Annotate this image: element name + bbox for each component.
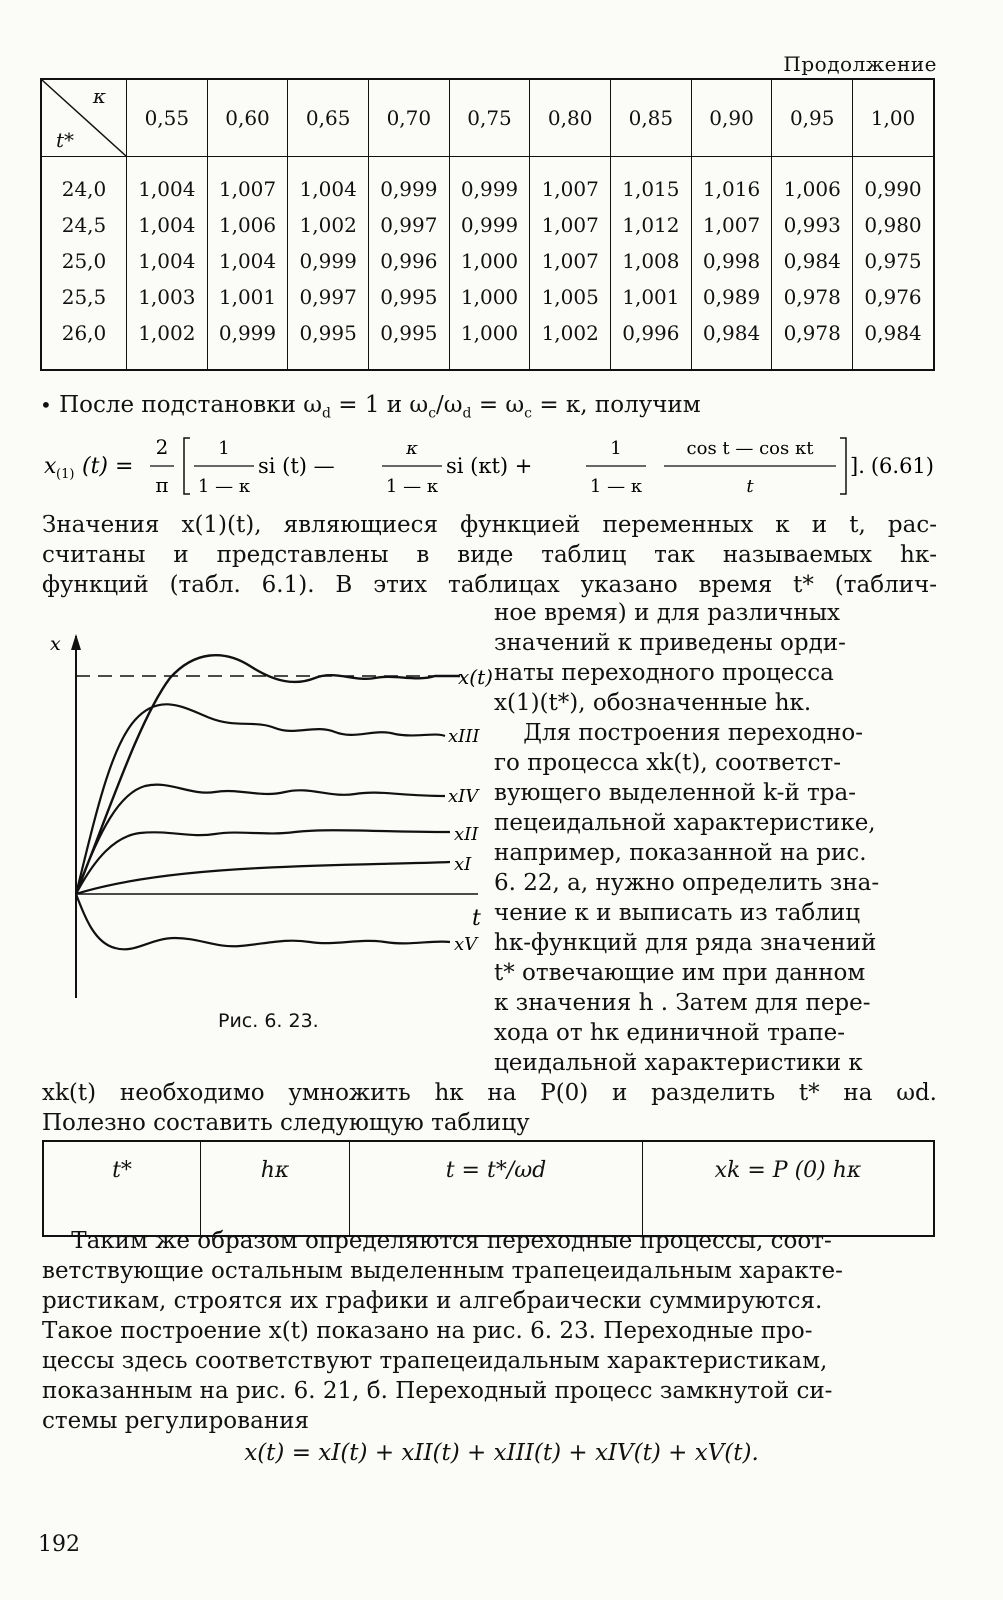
table-cell: 1,002 [288, 207, 369, 243]
right-column-line: наты переходного процесса [494, 660, 834, 686]
formula-f2-den: 1 — κ [385, 476, 439, 497]
table-cell: 0,990 [853, 157, 934, 208]
formula-lhs-sub: (1) [56, 467, 75, 482]
table-cell: 1,004 [127, 157, 208, 208]
label-x-t: x(t) [458, 665, 493, 689]
table-cell: 0,975 [853, 243, 934, 279]
right-column-line: хода от hκ единичной трапе- [494, 1020, 846, 1046]
table-cell: 0,995 [369, 279, 450, 315]
table-cell: 1,004 [207, 243, 288, 279]
row-t-star: 24,0 [41, 157, 127, 208]
figure-6-23 [40, 628, 493, 1008]
table-cell: 1,015 [611, 157, 692, 208]
table-cell: 0,997 [288, 279, 369, 315]
axis-x-label: x [50, 633, 61, 655]
para2-line2: считаны и представлены в виде таблиц так называемых hκ- [42, 542, 937, 568]
col-h-kappa: hκ [201, 1141, 350, 1236]
table-cell: 1,007 [691, 207, 772, 243]
column-header-kappa: 0,85 [611, 79, 692, 157]
table-cell: 1,007 [530, 157, 611, 208]
para4-line: цессы здесь соответствуют трапецеидальным характеристикам, [42, 1348, 828, 1374]
col-xk: xk = P (0) hκ [643, 1141, 935, 1236]
column-header-kappa: 0,80 [530, 79, 611, 157]
table-cell: 1,002 [530, 315, 611, 370]
label-x-i: xI [454, 854, 472, 875]
transient-curves-plot [40, 628, 493, 1008]
right-column-line: цеидальной характеристики к [494, 1050, 863, 1076]
paragraph-values [42, 510, 937, 600]
right-column-line: например, показанной на рис. [494, 840, 867, 866]
table-cell: 0,989 [691, 279, 772, 315]
formula-term2: si (κt) + [446, 454, 533, 478]
table-cell: 0,999 [288, 243, 369, 279]
continuation-label: Продолжение [783, 52, 937, 76]
data-table-hk [40, 78, 935, 371]
table-cell: 0,998 [691, 243, 772, 279]
curve-x-iii [76, 704, 445, 894]
table-cell: 0,976 [853, 279, 934, 315]
page-number: 192 [38, 1532, 80, 1557]
para4-line: стемы регулирования [42, 1408, 309, 1434]
table-row [41, 315, 934, 370]
table-cell: 0,980 [853, 207, 934, 243]
table-cell: 1,001 [207, 279, 288, 315]
table-cell: 0,999 [207, 315, 288, 370]
table-cell: 0,984 [691, 315, 772, 370]
right-column-line: пецеидальной характеристике, [494, 810, 876, 836]
axis-t-label: t [472, 906, 481, 931]
table-corner-cell [41, 79, 127, 157]
table-cell: 1,006 [207, 207, 288, 243]
right-bracket [840, 438, 846, 494]
right-column-line: Для построения переходно- [494, 720, 864, 746]
table-cell: 0,996 [369, 243, 450, 279]
right-column-line: t* отвечающие им при данном [494, 960, 866, 986]
formula-lhs-arg: (t) = [82, 454, 134, 479]
right-column-line: вующего выделенной k-й тра- [494, 780, 856, 806]
table-row [41, 207, 934, 243]
table-cell: 0,984 [853, 315, 934, 370]
para3-line1: xk(t) необходимо умножить hκ на P(0) и разделить t* на ωd. [42, 1080, 937, 1106]
column-header-kappa: 0,75 [449, 79, 530, 157]
paragraph-substitution: • После подстановки $\omega_d = 1$ и $\omega_c/\omega_d = \omega_c = \kappa$, получим [40, 392, 701, 422]
para3-line2: Полезно составить следующую таблицу [42, 1110, 530, 1136]
para4-line: Таким же образом определяются переходные процессы, соот- [42, 1228, 832, 1254]
table-cell: 1,007 [530, 243, 611, 279]
right-column-line: 6. 22, a, нужно определить зна- [494, 870, 880, 896]
table-cell: 1,007 [207, 157, 288, 208]
formula-f1-den: 1 — κ [197, 476, 251, 497]
table-cell: 0,999 [369, 157, 450, 208]
table-cell: 0,999 [449, 207, 530, 243]
table-cell: 1,012 [611, 207, 692, 243]
corner-t-label: t* [56, 128, 75, 152]
table-cell: 1,006 [772, 157, 853, 208]
right-column-line: x(1)(t*), обозначенные hκ. [494, 690, 812, 716]
row-t-star: 25,5 [41, 279, 127, 315]
table-cell: 0,995 [369, 315, 450, 370]
table-cell: 1,007 [530, 207, 611, 243]
formula-f1-num: 1 [218, 438, 230, 459]
table-cell: 1,005 [530, 279, 611, 315]
formula-lhs: x [44, 454, 57, 479]
column-header-kappa: 1,00 [853, 79, 934, 157]
table-cell: 0,996 [611, 315, 692, 370]
right-column-line: чение κ и выписать из таблиц [494, 900, 860, 926]
table-row [41, 243, 934, 279]
figure-caption: Рис. 6. 23. [218, 1010, 319, 1032]
table-cell: 1,000 [449, 315, 530, 370]
table-row [41, 279, 934, 315]
label-x-iii: xIII [448, 726, 480, 747]
right-column-line: го процесса xk(t), соответст- [494, 750, 841, 776]
table-row [41, 157, 934, 208]
row-t-star: 24,5 [41, 207, 127, 243]
formula-f4-num: cos t — cos κt [686, 438, 814, 459]
formula-f2-num: κ [406, 438, 418, 459]
formula-svg [44, 432, 939, 498]
table-cell: 0,978 [772, 279, 853, 315]
formula-c-num: 2 [155, 435, 169, 459]
label-x-iv: xIV [448, 786, 479, 807]
formula-number: (6.61) [870, 454, 934, 478]
table-cell: 1,000 [449, 243, 530, 279]
formula-f4-den: t [746, 476, 754, 497]
table-cell: 1,008 [611, 243, 692, 279]
column-header-kappa: 0,55 [127, 79, 208, 157]
column-header-kappa: 0,95 [772, 79, 853, 157]
column-header-kappa: 0,65 [288, 79, 369, 157]
curve-x-iv [76, 785, 445, 894]
para4-line: Такое построение x(t) показано на рис. 6. 23. Переходные про- [42, 1318, 813, 1344]
y-axis-arrow [71, 634, 81, 650]
diagonal-line [42, 80, 126, 156]
table-cell: 0,984 [772, 243, 853, 279]
para4-line: ристикам, строятся их графики и алгебраически суммируются. [42, 1288, 823, 1314]
row-t-star: 26,0 [41, 315, 127, 370]
table-cell: 1,000 [449, 279, 530, 315]
col-t-star: t* [43, 1141, 201, 1236]
table-cell: 1,002 [127, 315, 208, 370]
column-header-kappa: 0,70 [369, 79, 450, 157]
label-x-ii: xII [454, 824, 479, 845]
formula-f3-num: 1 [610, 438, 622, 459]
conversion-table [42, 1140, 935, 1237]
final-formula: x(t) = xI(t) + xII(t) + xIII(t) + xIV(t) + xV(t). [244, 1440, 759, 1466]
table-cell: 1,003 [127, 279, 208, 315]
formula-tail: ]. [850, 454, 865, 478]
right-column-text [494, 598, 937, 1078]
para2-line3: функций (табл. 6.1). В этих таблицах указано время t* (таблич- [42, 572, 937, 598]
curve-x-i [76, 862, 450, 894]
table-cell: 1,001 [611, 279, 692, 315]
right-column-line: κ значения h . Затем для пере- [494, 990, 871, 1016]
table-cell: 0,997 [369, 207, 450, 243]
right-column-line: hκ-функций для ряда значений [494, 930, 877, 956]
right-column-line: значений κ приведены орди- [494, 630, 846, 656]
table-cell: 1,016 [691, 157, 772, 208]
column-header-kappa: 0,60 [207, 79, 288, 157]
formula-f3-den: 1 — κ [589, 476, 643, 497]
col-t-over-omega: t = t*/ωd [350, 1141, 643, 1236]
table-cell: 1,004 [127, 207, 208, 243]
table-cell: 0,995 [288, 315, 369, 370]
formula-6-61 [44, 432, 939, 498]
table-cell: 1,004 [288, 157, 369, 208]
right-column-line: ное время) и для различных [494, 600, 841, 626]
table-cell: 0,999 [449, 157, 530, 208]
label-x-v: xV [454, 934, 478, 955]
left-bracket [184, 438, 190, 494]
para2-line1: Значения x(1)(t), являющиеся функцией переменных κ и t, рас- [42, 512, 937, 538]
curve-x-t [76, 655, 460, 894]
curve-x-v [76, 894, 450, 949]
column-header-kappa: 0,90 [691, 79, 772, 157]
curve-x-ii [76, 830, 450, 894]
row-t-star: 25,0 [41, 243, 127, 279]
para4-line: показанным на рис. 6. 21, б. Переходный процесс замкнутой си- [42, 1378, 833, 1404]
table-cell: 1,004 [127, 243, 208, 279]
paragraph-multiply [42, 1078, 937, 1138]
table-cell: 0,978 [772, 315, 853, 370]
paragraph-summation [42, 1226, 937, 1436]
table-cell: 0,993 [772, 207, 853, 243]
corner-kappa-label: κ [92, 84, 106, 108]
formula-c-den: π [155, 473, 169, 497]
formula-term1: si (t) — [258, 454, 335, 478]
para4-line: ветствующие остальным выделенным трапецеидальным характе- [42, 1258, 843, 1284]
